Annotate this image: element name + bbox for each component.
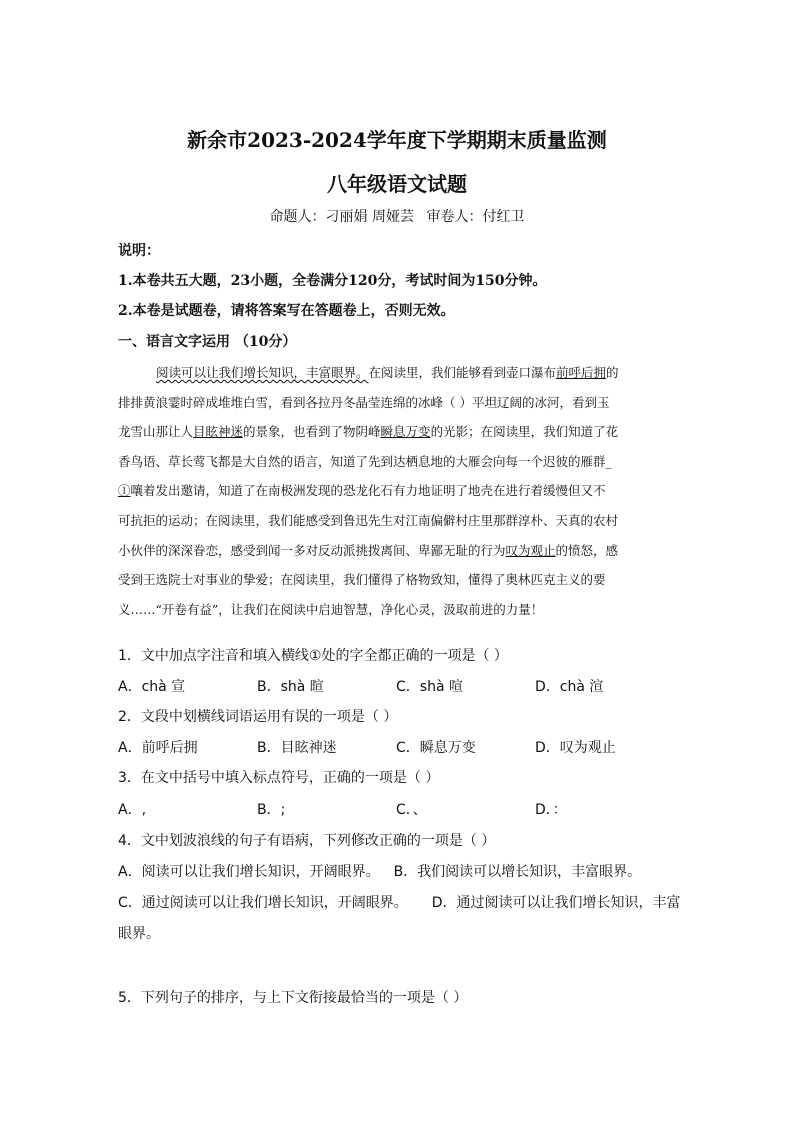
question-4-options-ab (118, 861, 641, 881)
section-heading: 一、语言文字运用 （10分） (118, 334, 297, 350)
option-d: D．chà 渲 (535, 679, 604, 695)
note-item-2: 2.本卷是试题卷，请将答案写在答题卷上，否则无效。 (118, 303, 455, 319)
question-4-options-cd (118, 892, 681, 912)
passage-line: 香鸟语、草长莺飞都是大自然的语言，知道了先到达栖息地的大雁会向每一个迟彼的雁群_ (118, 453, 612, 469)
reviewer-label: 审卷人：付红卫 (426, 209, 525, 225)
passage-line: ①嚷着发出邀请，知道了在南极洲发现的恐龙化石有力地证明了地壳在进行着缓慢但又不 (118, 483, 606, 499)
option-a: A．前呼后拥 (118, 740, 198, 756)
option-d: D．： (535, 802, 567, 818)
question-1-options (118, 676, 603, 696)
option-c: C．shà 喧 (396, 679, 463, 695)
underlined-word: 目眩神迷 (193, 424, 244, 440)
note-item-1: 1.本卷共五大题，23小题，全卷满分120分，考试时间为150分钟。 (118, 273, 547, 289)
passage-line: 义……“开卷有益”，让我们在阅读中启迪智慧，净化心灵，汲取前进的力量！ (118, 601, 544, 617)
exam-title: 新余市2023-2024学年度下学期期末质量监测 (187, 128, 607, 152)
wavy-sentence: 阅读可以让我们增长知识，丰富眼界。 (156, 365, 369, 380)
passage-line: 受到王选院士对事业的挚爱；在阅读里，我们懂得了格物致知，懂得了奥林匹克主义的要 (118, 572, 606, 588)
passage-line: 小伙伴的深深眷恋，感受到闻一多对反动派挑拨离间、卑鄙无耻的行为叹为观止的愤怒，感 (118, 542, 619, 558)
option-b: B．; (257, 802, 286, 818)
option-c: C．通过阅读可以让我们增长知识，开阔眼界。 (118, 895, 408, 911)
question-3-options (118, 799, 567, 819)
option-c: C．、 (396, 802, 427, 818)
passage-line: 龙雪山那让人目眩神迷的景象，也看到了物阴峰瞬息万变的光影；在阅读里，我们知道了花 (118, 424, 619, 440)
authors-label: 命题人：刁丽娟 周娅芸 (269, 209, 414, 225)
option-b: B．我们阅读可以增长知识，丰富眼界。 (393, 864, 642, 880)
underlined-word: 前呼后拥 (556, 365, 607, 380)
question-2: 2．文段中划横线词语运用有误的一项是（ ） (118, 709, 398, 725)
passage-line: 排排黄浪霎时碎成堆堆白雪，看到各拉丹冬晶莹连绵的冰峰（ ）平坦辽阔的冰河，看到玉 (118, 394, 610, 410)
option-b: B．目眩神迷 (257, 740, 337, 756)
option-d-continued: 眼界。 (118, 926, 160, 942)
question-4: 4．文中划波浪线的句子有语病，下列修改正确的一项是（ ） (118, 833, 496, 849)
question-5: 5．下列句子的排序，与上下文衔接最恰当的一项是（ ） (118, 990, 468, 1006)
question-2-options (118, 737, 616, 757)
passage-line: 阅读可以让我们增长知识，丰富眼界。在阅读里，我们能够看到壶口瀑布前呼后拥的 (156, 365, 619, 380)
exam-subtitle: 八年级语文试题 (327, 172, 467, 196)
option-d: D．通过阅读可以让我们增长知识，丰富 (431, 895, 681, 911)
blank-marker: ① (118, 483, 131, 499)
passage-line: 可抗拒的运动；在阅读里，我们能感受到鲁迅先生对江南偏僻村庄里那群淳朴、天真的农村 (118, 512, 619, 528)
underlined-word: 叹为观止 (505, 542, 556, 558)
notes-label: 说明： (118, 243, 160, 259)
question-3: 3．在文中括号中填入标点符号，正确的一项是（ ） (118, 770, 440, 786)
reading-passage (118, 358, 678, 624)
option-c: C．瞬息万变 (396, 740, 476, 756)
option-a: A．, (118, 802, 147, 818)
option-a: A．chà 宣 (118, 679, 186, 695)
option-b: B．shà 暄 (257, 679, 324, 695)
option-a: A．阅读可以让我们增长知识，开阔眼界。 (118, 864, 380, 880)
underlined-word: 瞬息万变 (380, 424, 431, 440)
option-d: D．叹为观止 (535, 740, 616, 756)
authors-line (0, 206, 794, 226)
question-1: 1．文中加点字注音和填入横线①处的字全都正确的一项是（ ） (118, 648, 508, 664)
